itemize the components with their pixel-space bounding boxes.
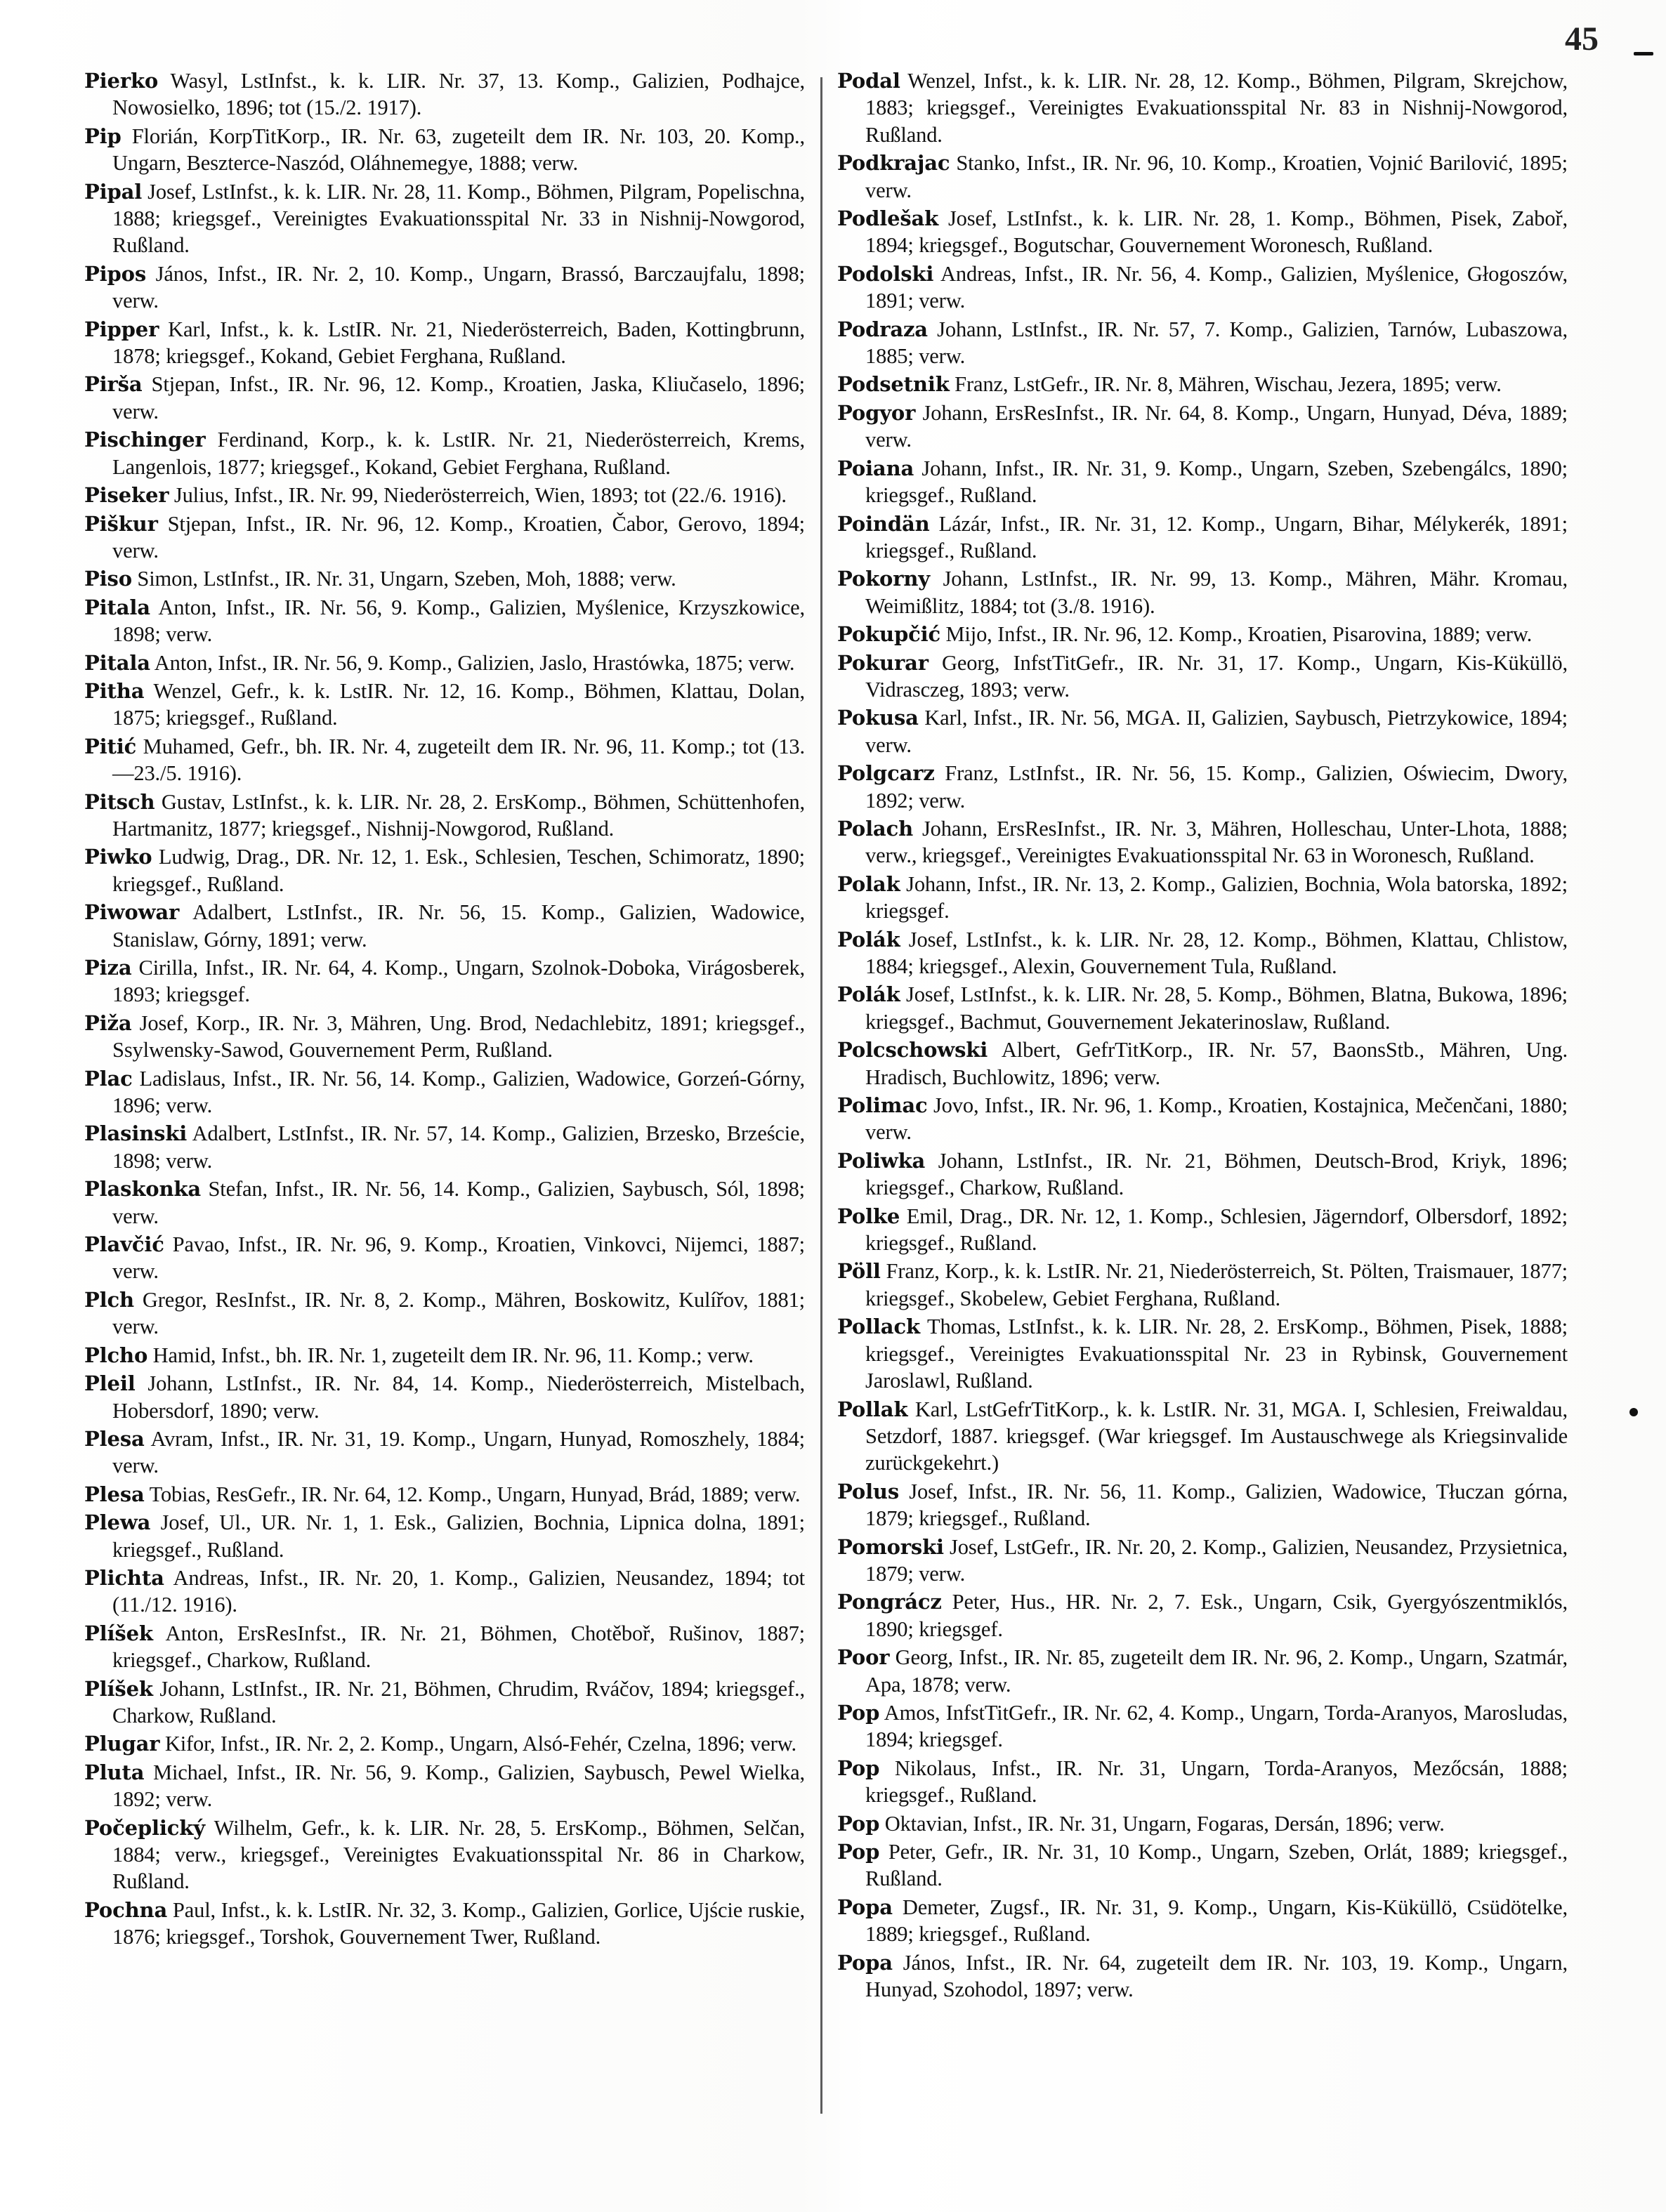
entry-details: Josef, Infst., IR. Nr. 56, 11. Komp., Galizien, Wadowice, Tłuczan górna, 1879; kriegsgef., Rußland. xyxy=(865,1479,1568,1531)
entry-surname: Plichta xyxy=(84,1565,164,1590)
entry-surname: Polcschowski xyxy=(837,1038,988,1062)
entry-details: Josef, LstInfst., k. k. LIR. Nr. 28, 11. Komp., Böhmen, Pilgram, Popelischna, 1888; kriegsgef., Vereinigtes Evakuationsspital Nr. 33 in Nishnij-Nowgorod, Rußland. xyxy=(112,179,805,258)
right-column xyxy=(837,67,1568,2004)
entry-details: Stefan, Infst., IR. Nr. 56, 14. Komp., Galizien, Saybusch, Sól, 1898; verw. xyxy=(112,1177,805,1228)
entry-details: Wenzel, Gefr., k. k. LstIR. Nr. 12, 16. Komp., Böhmen, Klattau, Dolan, 1875; kriegsgef., Rußland. xyxy=(112,678,805,730)
register-entry xyxy=(84,1370,805,1424)
register-entry xyxy=(84,678,805,732)
left-column xyxy=(84,67,805,1952)
entry-details: Hamid, Infst., bh. IR. Nr. 1, zugeteilt dem IR. Nr. 96, 11. Komp.; verw. xyxy=(152,1343,754,1367)
register-entry xyxy=(84,789,805,843)
register-entry xyxy=(837,371,1568,397)
entry-details: János, Infst., IR. Nr. 64, zugeteilt dem IR. Nr. 103, 19. Komp., Ungarn, Hunyad, Szohodol, 1897; verw. xyxy=(865,1950,1568,2002)
entry-details: Adalbert, LstInfst., IR. Nr. 56, 15. Komp., Galizien, Wadowice, Stanislaw, Górny, 1891; verw. xyxy=(112,900,805,952)
entry-details: Wenzel, Infst., k. k. LIR. Nr. 28, 12. Komp., Böhmen, Pilgram, Skrejchow, 1883; kriegsgef., Vereinigtes Evakuationsspital Nr. 83 in Nishnij-Nowgorod, Rußland. xyxy=(865,69,1568,147)
entry-details: Ludwig, Drag., DR. Nr. 12, 1. Esk., Schlesien, Teschen, Schimoratz, 1890; kriegsgef., Rußland. xyxy=(112,845,805,896)
register-entry xyxy=(84,178,805,259)
entry-surname: Pomorski xyxy=(837,1534,944,1559)
entry-details: Johann, ErsResInfst., IR. Nr. 64, 8. Komp., Ungarn, Hunyad, Déva, 1889; verw. xyxy=(865,400,1568,452)
register-entry xyxy=(837,871,1568,925)
entry-details: Kifor, Infst., IR. Nr. 2, 2. Komp., Ungarn, Alsó-Fehér, Czelna, 1896; verw. xyxy=(164,1732,797,1756)
register-entry xyxy=(84,1620,805,1674)
entry-details: Nikolaus, Infst., IR. Nr. 31, Ungarn, Torda-Aranyos, Mezőcsán, 1888; kriegsgef., Rußland. xyxy=(865,1756,1568,1808)
entry-surname: Pischinger xyxy=(84,428,206,452)
register-entry xyxy=(84,1509,805,1563)
entry-surname: Pipal xyxy=(84,179,143,204)
register-entry xyxy=(84,1342,805,1369)
register-entry xyxy=(837,511,1568,565)
entry-details: Thomas, LstInfst., k. k. LIR. Nr. 28, 2. ErsKomp., Böhmen, Pisek, 1888; kriegsgef., Vereinigtes Evakuationsspital Nr. 23 in Rybinsk, Gouvernement Jaroslawl, Rußland. xyxy=(865,1315,1568,1393)
entry-details: Johann, LstInfst., IR. Nr. 21, Böhmen, Chrudim, Rváčov, 1894; kriegsgef., Charkow, Rußland. xyxy=(112,1676,805,1727)
entry-details: Johann, Infst., IR. Nr. 13, 2. Komp., Galizien, Bochnia, Wola batorska, 1892; kriegsgef. xyxy=(865,871,1568,923)
entry-surname: Plcho xyxy=(84,1343,148,1367)
register-entry xyxy=(837,1036,1568,1091)
register-entry xyxy=(84,1676,805,1730)
entry-surname: Podlešak xyxy=(837,206,939,231)
register-entry xyxy=(84,733,805,787)
register-entry xyxy=(84,511,805,565)
entry-details: Franz, LstInfst., IR. Nr. 56, 15. Komp., Galizien, Oświecim, Dwory, 1892; verw. xyxy=(865,761,1568,812)
entry-details: Stjepan, Infst., IR. Nr. 96, 12. Komp., Kroatien, Čabor, Gerovo, 1894; verw. xyxy=(112,511,805,562)
entry-surname: Plugar xyxy=(84,1732,160,1756)
register-entry xyxy=(837,1313,1568,1394)
entry-surname: Pitić xyxy=(84,734,137,758)
entry-surname: Pluta xyxy=(84,1760,145,1784)
entry-details: Paul, Infst., k. k. LstIR. Nr. 32, 3. Komp., Galizien, Gorlice, Ujście ruskie, 1876; kriegsgef., Torshok, Gouvernement Twer, Rußland. xyxy=(112,1897,805,1949)
entry-details: Muhamed, Gefr., bh. IR. Nr. 4, zugeteilt dem IR. Nr. 96, 11. Komp.; tot (13.—23./5. 1916). xyxy=(112,734,805,786)
entry-details: Karl, Infst., k. k. LstIR. Nr. 21, Niederösterreich, Baden, Kottingbrunn, 1878; kriegsgef., Kokand, Gebiet Ferghana, Rußland. xyxy=(112,317,806,369)
register-entry xyxy=(84,1286,805,1341)
register-entry xyxy=(837,1203,1568,1257)
entry-surname: Pokusa xyxy=(837,706,919,730)
entry-details: Ladislaus, Infst., IR. Nr. 56, 14. Komp., Galizien, Wadowice, Gorzeń-Górny, 1896; verw. xyxy=(112,1066,805,1118)
entry-details: Lázár, Infst., IR. Nr. 31, 12. Komp., Ungarn, Bihar, Mélykerék, 1891; kriegsgef., Rußland. xyxy=(865,511,1568,562)
entry-surname: Polak xyxy=(837,871,900,896)
register-entry xyxy=(837,1699,1568,1753)
entry-details: Karl, Infst., IR. Nr. 56, MGA. II, Galizien, Saybusch, Pietrzykowice, 1894; verw. xyxy=(865,706,1568,757)
register-entry xyxy=(837,1092,1568,1146)
register-entry xyxy=(84,1176,805,1230)
entry-details: Gustav, LstInfst., k. k. LIR. Nr. 28, 2. ErsKomp., Böhmen, Schüttenhofen, Hartmanitz, 1877; kriegsgef., Nishnij-Nowgorod, Rußland. xyxy=(112,789,805,841)
margin-dot xyxy=(1629,1408,1638,1416)
entry-surname: Pleil xyxy=(84,1371,136,1396)
entry-surname: Polgcarz xyxy=(837,761,935,786)
register-entry xyxy=(837,1838,1568,1892)
entry-details: Johann, Infst., IR. Nr. 31, 9. Komp., Ungarn, Szeben, Szebengálcs, 1890; kriegsgef., Rußland. xyxy=(865,456,1568,508)
entry-details: Georg, InfstTitGefr., IR. Nr. 31, 17. Komp., Ungarn, Kis-Küküllö, Vidrasczeg, 1893; verw. xyxy=(865,650,1568,702)
entry-surname: Polák xyxy=(837,982,900,1007)
entry-surname: Pokupčić xyxy=(837,622,940,647)
entry-surname: Piza xyxy=(84,956,132,980)
register-entry xyxy=(837,1894,1568,1948)
register-entry xyxy=(84,843,805,897)
entry-surname: Pop xyxy=(837,1811,880,1836)
entry-details: Albert, GefrTitKorp., IR. Nr. 57, BaonsStb., Mähren, Ung. Hradisch, Buchlowitz, 1896; verw. xyxy=(865,1038,1568,1089)
entry-surname: Plch xyxy=(84,1287,134,1312)
register-entry xyxy=(84,1897,805,1951)
entry-surname: Pongrácz xyxy=(837,1590,942,1614)
register-entry xyxy=(837,1478,1568,1532)
register-entry xyxy=(84,565,805,592)
entry-details: Johann, LstInfst., IR. Nr. 99, 13. Komp., Mähren, Mähr. Kromau, Weimißlitz, 1884; tot (3./8. 1916). xyxy=(865,567,1568,618)
register-entry xyxy=(837,926,1568,980)
entry-details: Anton, Infst., IR. Nr. 56, 9. Komp., Galizien, Myślenice, Krzyszkowice, 1898; verw. xyxy=(112,595,805,647)
entry-details: Josef, LstInfst., k. k. LIR. Nr. 28, 12. Komp., Böhmen, Klattau, Chlistow, 1884; kriegsgef., Alexin, Gouvernement Tula, Rußland. xyxy=(865,927,1568,978)
register-entry xyxy=(837,205,1568,259)
register-entry xyxy=(837,150,1568,204)
register-entry xyxy=(837,760,1568,814)
register-entry xyxy=(84,954,805,1008)
entry-details: Anton, ErsResInfst., IR. Nr. 21, Böhmen, Chotěboř, Rušinov, 1887; kriegsgef., Charkow, Rußland. xyxy=(112,1621,806,1673)
register-entry xyxy=(837,815,1568,869)
entry-details: Stjepan, Infst., IR. Nr. 96, 12. Komp., Kroatien, Jaska, Kliučaselo, 1896; verw. xyxy=(112,372,805,423)
entry-surname: Poliwka xyxy=(837,1148,926,1173)
entry-details: Pavao, Infst., IR. Nr. 96, 9. Komp., Kroatien, Vinkovci, Nijemci, 1887; verw. xyxy=(112,1232,805,1284)
register-entry xyxy=(837,316,1568,370)
register-entry xyxy=(84,261,805,315)
entry-surname: Polimac xyxy=(837,1093,928,1118)
entry-details: Wasyl, LstInfst., k. k. LIR. Nr. 37, 13. Komp., Galizien, Podhajce, Nowosielko, 1896; tot (15./2. 1917). xyxy=(112,69,805,120)
entry-details: Gregor, ResInfst., IR. Nr. 8, 2. Komp., Mähren, Boskowitz, Kulířov, 1881; verw. xyxy=(112,1287,805,1339)
entry-details: Cirilla, Infst., IR. Nr. 64, 4. Komp., Ungarn, Szolnok-Doboka, Virágosberek, 1893; kriegsgef. xyxy=(112,956,805,1007)
entry-surname: Plesa xyxy=(84,1426,145,1451)
entry-surname: Pop xyxy=(837,1840,880,1864)
entry-surname: Polke xyxy=(837,1204,900,1228)
entry-surname: Piseker xyxy=(84,483,169,508)
entry-surname: Pokurar xyxy=(837,650,929,675)
register-entry xyxy=(837,1534,1568,1588)
entry-details: Mijo, Infst., IR. Nr. 96, 12. Komp., Kroatien, Pisarovina, 1889; verw. xyxy=(945,622,1533,647)
register-entry xyxy=(837,1810,1568,1837)
entry-surname: Pop xyxy=(837,1756,880,1780)
register-entry xyxy=(837,621,1568,647)
entry-surname: Pollak xyxy=(837,1397,908,1421)
register-entry xyxy=(84,482,805,508)
entry-surname: Počeplický xyxy=(84,1815,205,1840)
register-entry xyxy=(84,371,805,425)
register-entry xyxy=(837,400,1568,454)
entry-details: Tobias, ResGefr., IR. Nr. 64, 12. Komp., Ungarn, Hunyad, Brád, 1889; verw. xyxy=(149,1482,801,1506)
register-entry xyxy=(837,704,1568,758)
entry-details: Josef, LstInfst., k. k. LIR. Nr. 28, 5. Komp., Böhmen, Blatna, Bukowa, 1896; kriegsgef., Bachmut, Gouvernement Jekaterinoslaw, Rußland. xyxy=(865,982,1568,1034)
entry-surname: Piwko xyxy=(84,845,152,869)
entry-details: Amos, InfstTitGefr., IR. Nr. 62, 4. Komp., Ungarn, Torda-Aranyos, Marosludas, 1894; kriegsgef. xyxy=(865,1700,1568,1752)
entry-surname: Polák xyxy=(837,927,900,952)
entry-details: Andreas, Infst., IR. Nr. 20, 1. Komp., Galizien, Neusandez, 1894; tot (11./12. 1916). xyxy=(112,1565,805,1617)
register-entry xyxy=(837,565,1568,619)
register-entry xyxy=(837,261,1568,315)
entry-details: János, Infst., IR. Nr. 2, 10. Komp., Ungarn, Brassó, Barczaujfalu, 1898; verw. xyxy=(112,261,805,313)
entry-surname: Poor xyxy=(837,1645,890,1670)
register-entry xyxy=(837,1258,1568,1312)
register-entry xyxy=(84,426,805,480)
entry-surname: Plewa xyxy=(84,1510,151,1535)
entry-surname: Plíšek xyxy=(84,1621,153,1645)
register-entry xyxy=(84,1815,805,1895)
entry-details: Simon, LstInfst., IR. Nr. 31, Ungarn, Szeben, Moh, 1888; verw. xyxy=(137,567,676,591)
entry-surname: Podsetnik xyxy=(837,372,950,397)
entry-surname: Pokorny xyxy=(837,567,930,591)
register-entry xyxy=(84,594,805,648)
entry-surname: Piwowar xyxy=(84,900,180,925)
entry-surname: Pop xyxy=(837,1700,880,1725)
register-entry xyxy=(84,1065,805,1119)
entry-surname: Piso xyxy=(84,567,132,591)
entry-details: Emil, Drag., DR. Nr. 12, 1. Komp., Schlesien, Jägerndorf, Olbersdorf, 1892; kriegsgef., Rußland. xyxy=(865,1204,1568,1256)
entry-surname: Poindän xyxy=(837,511,930,536)
entry-details: Julius, Infst., IR. Nr. 99, Niederösterreich, Wien, 1893; tot (22./6. 1916). xyxy=(173,483,787,508)
entry-surname: Pochna xyxy=(84,1897,168,1922)
entry-details: Johann, ErsResInfst., IR. Nr. 3, Mähren, Holleschau, Unter-Lhota, 1888; verw., kriegsgef., Vereinigtes Evakuationsspital Nr. 63 in Woronesch, Rußland. xyxy=(865,816,1568,868)
entry-surname: Popa xyxy=(837,1895,893,1919)
register-entry xyxy=(84,316,805,370)
entry-surname: Pitala xyxy=(84,650,150,675)
entry-details: Josef, LstGefr., IR. Nr. 20, 2. Komp., Galizien, Neusandez, Przysietnica, 1879; verw. xyxy=(865,1534,1568,1586)
register-entry xyxy=(837,1755,1568,1809)
entry-surname: Pirša xyxy=(84,372,143,397)
entry-surname: Podraza xyxy=(837,317,928,341)
entry-details: Josef, Korp., IR. Nr. 3, Mähren, Ung. Brod, Nedachlebitz, 1891; kriegsgef., Ssylwensky-Sawod, Gouvernement Perm, Rußland. xyxy=(112,1010,805,1062)
entry-details: Georg, Infst., IR. Nr. 85, zugeteilt dem IR. Nr. 96, 2. Komp., Ungarn, Szatmár, Apa, 1878; verw. xyxy=(865,1645,1568,1697)
entry-surname: Pogyor xyxy=(837,400,916,425)
register-entry xyxy=(84,1481,805,1508)
entry-details: Peter, Gefr., IR. Nr. 31, 10 Komp., Ungarn, Szeben, Orlát, 1889; kriegsgef., Rußland. xyxy=(865,1840,1568,1891)
entry-details: Andreas, Infst., IR. Nr. 56, 4. Komp., Galizien, Myślenice, Głogoszów, 1891; verw. xyxy=(865,261,1568,313)
register-entry xyxy=(84,1565,805,1619)
entry-surname: Pitha xyxy=(84,678,145,703)
entry-surname: Pierko xyxy=(84,69,159,93)
register-entry xyxy=(837,1147,1568,1202)
margin-mark xyxy=(1634,52,1653,55)
entry-details: Josef, LstInfst., k. k. LIR. Nr. 28, 1. Komp., Böhmen, Pisek, Zaboř, 1894; kriegsgef., Bogutschar, Gouvernement Woronesch, Rußland. xyxy=(865,206,1568,258)
entry-surname: Poiana xyxy=(837,456,914,480)
entry-details: Florián, KorpTitKorp., IR. Nr. 63, zugeteilt dem IR. Nr. 103, 20. Komp., Ungarn, Beszterce-Naszód, Oláhnemegye, 1888; verw. xyxy=(112,124,805,176)
entry-details: Franz, Korp., k. k. LstIR. Nr. 21, Niederösterreich, St. Pölten, Traismauer, 1877; kriegsgef., Skobelew, Gebiet Ferghana, Rußland. xyxy=(865,1259,1568,1310)
entry-surname: Pöll xyxy=(837,1259,881,1284)
register-entry xyxy=(837,1588,1568,1642)
register-entry xyxy=(84,67,805,121)
register-entry xyxy=(84,1426,805,1480)
register-entry xyxy=(837,1949,1568,2003)
register-entry xyxy=(84,1231,805,1285)
entry-surname: Pollack xyxy=(837,1315,920,1339)
entry-surname: Polach xyxy=(837,816,914,841)
entry-surname: Podkrajac xyxy=(837,151,950,176)
entry-surname: Plasinski xyxy=(84,1121,188,1146)
entry-details: Ferdinand, Korp., k. k. LstIR. Nr. 21, Niederösterreich, Krems, Langenlois, 1877; kriegsgef., Kokand, Gebiet Ferghana, Rußland. xyxy=(112,428,805,479)
entry-details: Josef, Ul., UR. Nr. 1, 1. Esk., Galizien, Bochnia, Lipnica dolna, 1891; kriegsgef., Rußland. xyxy=(112,1510,805,1562)
entry-details: Johann, LstInfst., IR. Nr. 21, Böhmen, Deutsch-Brod, Kriyk, 1896; kriegsgef., Charkow, Rußland. xyxy=(865,1148,1568,1200)
register-entry xyxy=(84,899,805,953)
entry-details: Demeter, Zugsf., IR. Nr. 31, 9. Komp., Ungarn, Kis-Küküllö, Csüdötelke, 1889; kriegsgef., Rußland. xyxy=(865,1895,1568,1947)
register-entry xyxy=(84,1120,805,1174)
register-entry xyxy=(837,981,1568,1035)
register-entry xyxy=(84,1730,805,1757)
entry-surname: Podolski xyxy=(837,261,934,286)
entry-details: Avram, Infst., IR. Nr. 31, 19. Komp., Ungarn, Hunyad, Romoszhely, 1884; verw. xyxy=(112,1426,805,1478)
entry-details: Franz, LstGefr., IR. Nr. 8, Mähren, Wischau, Jezera, 1895; verw. xyxy=(955,372,1502,397)
entry-surname: Plavčić xyxy=(84,1232,164,1257)
entry-surname: Piža xyxy=(84,1010,132,1035)
entry-surname: Pipos xyxy=(84,261,147,286)
entry-surname: Pipper xyxy=(84,317,159,341)
entry-surname: Podal xyxy=(837,69,900,93)
register-entry xyxy=(837,67,1568,148)
entry-surname: Pitala xyxy=(84,595,150,619)
entry-details: Anton, Infst., IR. Nr. 56, 9. Komp., Galizien, Jaslo, Hrastówka, 1875; verw. xyxy=(154,650,795,675)
column-divider xyxy=(820,77,822,2114)
entry-surname: Popa xyxy=(837,1950,893,1975)
register-entry xyxy=(84,1759,805,1813)
entry-surname: Pitsch xyxy=(84,789,155,814)
register-entry xyxy=(84,123,805,177)
entry-details: Adalbert, LstInfst., IR. Nr. 57, 14. Komp., Galizien, Brzesko, Brzeście, 1898; verw. xyxy=(112,1121,805,1173)
entry-details: Stanko, Infst., IR. Nr. 96, 10. Komp., Kroatien, Vojnić Barilović, 1895; verw. xyxy=(865,151,1568,202)
register-entry xyxy=(84,1010,805,1064)
entry-details: Oktavian, Infst., IR. Nr. 31, Ungarn, Fogaras, Dersán, 1896; verw. xyxy=(884,1811,1445,1836)
entry-surname: Pip xyxy=(84,124,122,148)
entry-details: Jovo, Infst., IR. Nr. 96, 1. Komp., Kroatien, Kostajnica, Mečenčani, 1880; verw. xyxy=(865,1093,1568,1145)
entry-surname: Plesa xyxy=(84,1482,145,1506)
page-number: 45 xyxy=(1565,20,1599,58)
register-entry xyxy=(837,455,1568,509)
entry-details: Johann, LstInfst., IR. Nr. 84, 14. Komp., Niederösterreich, Mistelbach, Hobersdorf, 1890; verw. xyxy=(112,1371,805,1423)
entry-surname: Piškur xyxy=(84,511,158,536)
register-entry xyxy=(837,1396,1568,1477)
register-entry xyxy=(837,1644,1568,1698)
entry-details: Wilhelm, Gefr., k. k. LIR. Nr. 28, 5. ErsKomp., Böhmen, Selčan, 1884; verw., kriegsgef., Vereinigtes Evakuationsspital Nr. 86 in Charkow, Rußland. xyxy=(112,1815,805,1894)
entry-details: Michael, Infst., IR. Nr. 56, 9. Komp., Galizien, Saybusch, Pewel Wielka, 1892; verw. xyxy=(112,1760,806,1812)
entry-surname: Plíšek xyxy=(84,1676,153,1701)
entry-surname: Plaskonka xyxy=(84,1177,201,1202)
register-entry xyxy=(84,650,805,676)
entry-surname: Plac xyxy=(84,1066,133,1091)
entry-details: Johann, LstInfst., IR. Nr. 57, 7. Komp., Galizien, Tarnów, Lubaszowa, 1885; verw. xyxy=(865,317,1568,369)
entry-surname: Polus xyxy=(837,1479,900,1503)
register-entry xyxy=(837,650,1568,704)
entry-details: Karl, LstGefrTitKorp., k. k. LstIR. Nr. 31, MGA. I, Schlesien, Freiwaldau, Setzdorf, 1887. kriegsgef. (War kriegsgef. Im Austauschwege als Kriegsinvalide zurückgekehrt.) xyxy=(865,1397,1568,1475)
entry-details: Peter, Hus., HR. Nr. 2, 7. Esk., Ungarn, Csik, Gyergyószentmiklós, 1890; kriegsgef. xyxy=(865,1590,1568,1641)
